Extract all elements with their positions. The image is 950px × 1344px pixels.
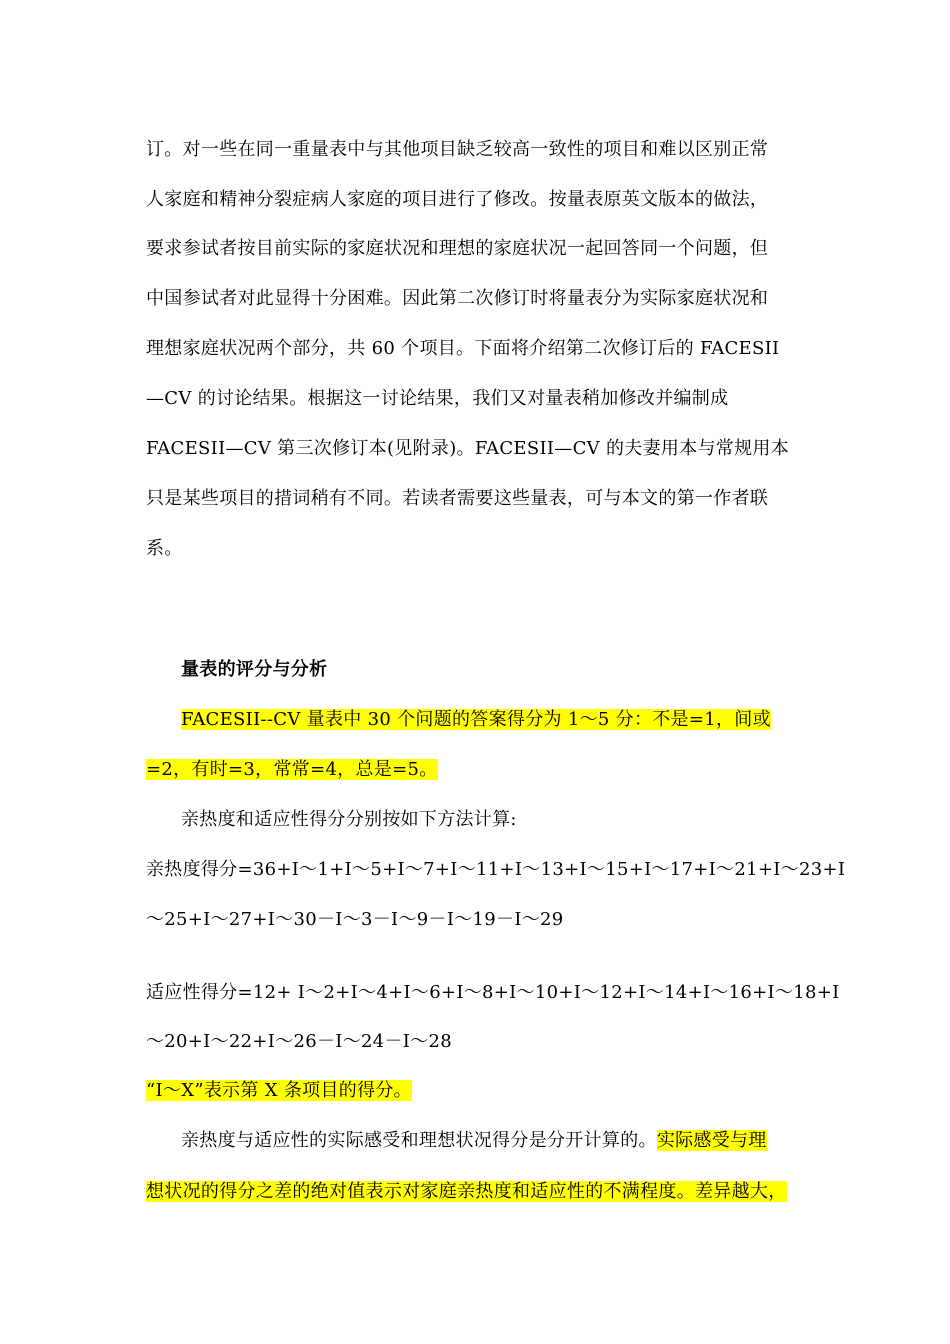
adaptability-formula: 适应性得分=12+ I～2+I～4+I～6+I～8+I～10+I～12+I～14+I～16+I～18+I bbox=[146, 982, 840, 1003]
method-intro: 亲热度和适应性得分分别按如下方法计算: bbox=[181, 809, 517, 830]
highlighted-text: =2，有时=3，常常=4，总是=5。 bbox=[146, 759, 438, 780]
notation-note bbox=[146, 1078, 412, 1104]
highlighted-text: 想状况的得分之差的绝对值表示对家庭亲热度和适应性的不满程度。差异越大， bbox=[146, 1181, 787, 1202]
paragraph-line: 只是某些项目的措词稍有不同。若读者需要这些量表，可与本文的第一作者联 bbox=[146, 488, 769, 509]
plain-text: 亲热度与适应性的实际感受和理想状况得分是分开计算的。 bbox=[181, 1130, 657, 1151]
paragraph-line: 要求参试者按目前实际的家庭状况和理想的家庭状况一起回答同一个问题，但 bbox=[146, 238, 769, 259]
paragraph-line: FACESII—CV 第三次修订本(见附录)。FACESII—CV 的夫妻用本与常规用本 bbox=[146, 438, 790, 459]
scoring-description bbox=[181, 707, 771, 733]
highlighted-text: 实际感受与理 bbox=[656, 1130, 767, 1151]
paragraph-line: 系。 bbox=[146, 538, 183, 559]
paragraph-line: —CV 的讨论结果。根据这一讨论结果，我们又对量表稍加修改并编制成 bbox=[146, 388, 729, 409]
scoring-description-continued bbox=[146, 757, 438, 783]
highlighted-text: FACESII--CV 量表中 30 个问题的答案得分为 1～5 分：不是=1，间或 bbox=[181, 709, 771, 730]
adaptability-formula-continued: ～20+I～22+I～26－I～24－I～28 bbox=[146, 1031, 453, 1052]
final-paragraph-line-continued bbox=[146, 1179, 787, 1205]
cohesion-formula: 亲热度得分=36+I～1+I～5+I～7+I～11+I～13+I～15+I～17+I～21+I～23+I bbox=[146, 859, 846, 880]
paragraph-line: 中国参试者对此显得十分困难。因此第二次修订时将量表分为实际家庭状况和 bbox=[146, 288, 769, 309]
final-paragraph-line bbox=[181, 1128, 767, 1154]
section-heading: 量表的评分与分析 bbox=[181, 659, 328, 680]
paragraph-line: 理想家庭状况两个部分，共 60 个项目。下面将介绍第二次修订后的 FACESII bbox=[146, 338, 780, 359]
cohesion-formula-continued: ～25+I～27+I～30－I～3－I～9－I～19－I～29 bbox=[146, 909, 564, 930]
paragraph-line: 人家庭和精神分裂症病人家庭的项目进行了修改。按量表原英文版本的做法， bbox=[146, 189, 769, 210]
paragraph-line: 订。对一些在同一重量表中与其他项目缺乏较高一致性的项目和难以区别正常 bbox=[146, 139, 769, 160]
highlighted-text: “I～X”表示第 X 条项目的得分。 bbox=[146, 1080, 412, 1101]
